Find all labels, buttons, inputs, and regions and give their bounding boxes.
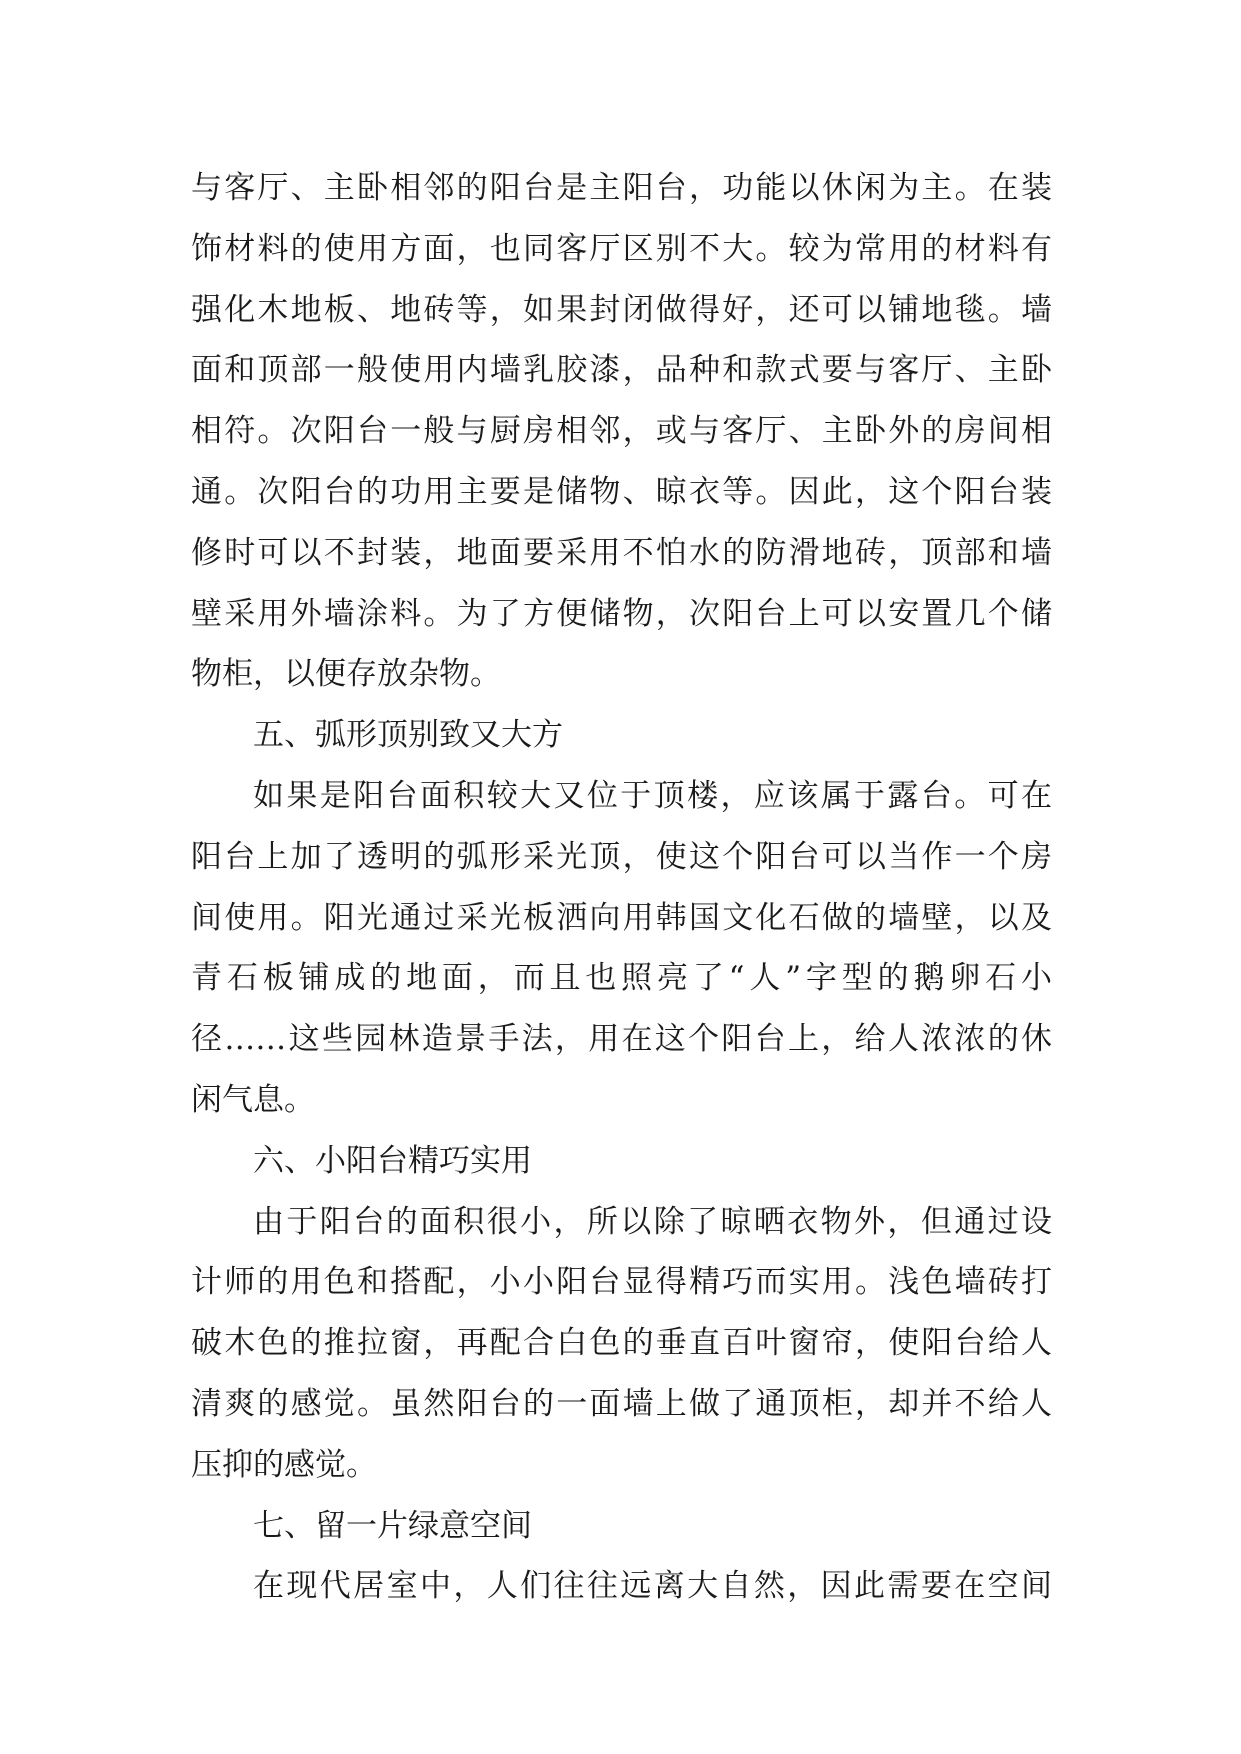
heading-text: 七、留一片绿意空间 <box>253 1507 532 1544</box>
section-heading-5 <box>191 705 1052 766</box>
text-line: 修时可以不封装，地面要采用不怕水的防滑地砖，顶部和墙 <box>191 534 1052 571</box>
text-line: 清爽的感觉。虽然阳台的一面墙上做了通顶柜，却并不给人 <box>191 1385 1052 1422</box>
paragraph-small-balcony <box>191 1192 1052 1496</box>
text-line: 阳台上加了透明的弧形采光顶，使这个阳台可以当作一个房 <box>191 838 1052 875</box>
text-line: 压抑的感觉。 <box>191 1446 377 1483</box>
text-line: 在现代居室中，人们往往远离大自然，因此需要在空间 <box>253 1568 1052 1605</box>
text-line: 通。次阳台的功用主要是储物、晾衣等。因此，这个阳台装 <box>191 473 1052 510</box>
text-line: 物柜，以便存放杂物。 <box>191 656 501 693</box>
paragraph-balcony-functions <box>191 158 1052 705</box>
text-line: 如果是阳台面积较大又位于顶楼，应该属于露台。可在 <box>253 777 1052 814</box>
text-line: 饰材料的使用方面，也同客厅区别不大。较为常用的材料有 <box>191 230 1052 267</box>
text-line: 径……这些园林造景手法，用在这个阳台上，给人浓浓的休 <box>191 1021 1052 1058</box>
text-line: 面和顶部一般使用内墙乳胶漆，品种和款式要与客厅、主卧 <box>191 352 1052 389</box>
text-line: 破木色的推拉窗，再配合白色的垂直百叶窗帘，使阳台给人 <box>191 1325 1052 1362</box>
text-line: 强化木地板、地砖等，如果封闭做得好，还可以铺地毯。墙 <box>191 291 1052 328</box>
text-line: 相符。次阳台一般与厨房相邻，或与客厅、主卧外的房间相 <box>191 413 1052 450</box>
text-line: 青石板铺成的地面，而且也照亮了“人”字型的鹅卵石小 <box>191 960 1052 997</box>
paragraph-green-space <box>191 1556 1052 1617</box>
text-line: 闲气息。 <box>191 1081 315 1118</box>
text-line: 间使用。阳光通过采光板洒向用韩国文化石做的墙壁，以及 <box>191 899 1052 936</box>
heading-text: 五、弧形顶别致又大方 <box>253 717 563 754</box>
text-line: 壁采用外墙涂料。为了方便储物，次阳台上可以安置几个储 <box>191 595 1052 632</box>
section-heading-7 <box>191 1496 1052 1557</box>
paragraph-arched-roof <box>191 766 1052 1131</box>
document-page <box>191 158 1052 1617</box>
text-line: 与客厅、主卧相邻的阳台是主阳台，功能以休闲为主。在装 <box>191 170 1052 206</box>
text-line: 由于阳台的面积很小，所以除了晾晒衣物外，但通过设 <box>253 1203 1052 1240</box>
text-line: 计师的用色和搭配，小小阳台显得精巧而实用。浅色墙砖打 <box>191 1264 1052 1301</box>
section-heading-6 <box>191 1131 1052 1192</box>
heading-text: 六、小阳台精巧实用 <box>253 1142 532 1179</box>
